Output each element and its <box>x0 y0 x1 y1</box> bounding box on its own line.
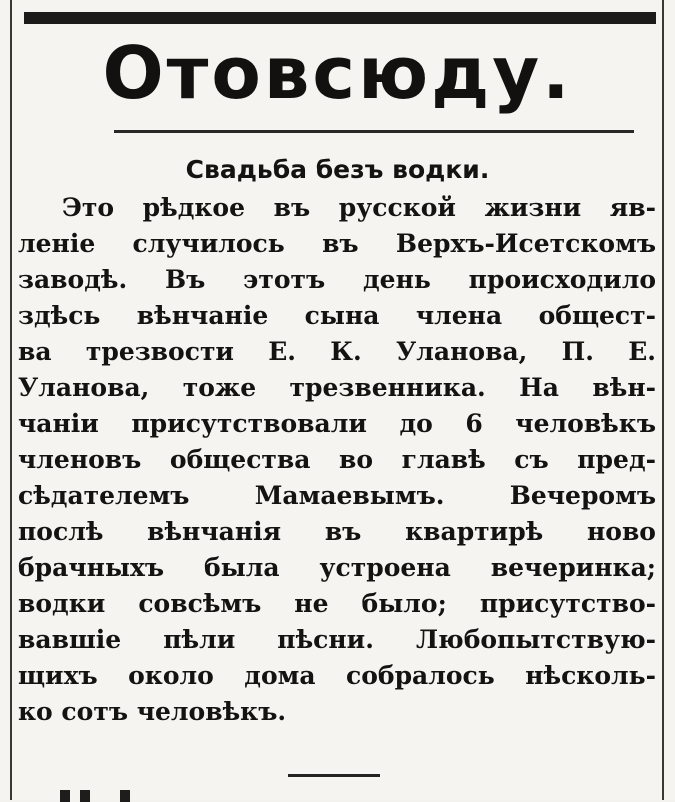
article-end-rule <box>288 774 380 777</box>
article-line: заводѣ. Въ этотъ день происходило <box>18 265 656 294</box>
article-title: Свадьба безъ водки. <box>185 155 490 184</box>
top-rule <box>24 12 656 24</box>
column-rule-left <box>10 0 12 800</box>
article-line: Это рѣдкое въ русской жизни яв- <box>62 193 656 222</box>
heading-rule <box>114 130 634 133</box>
article-line: сѣдателемъ Мамаевымъ. Вечеромъ <box>18 481 656 510</box>
article-line: Уланова, тоже трезвенника. На вѣн- <box>18 373 656 402</box>
article-line: водки совсѣмъ не было; присутство- <box>18 589 656 618</box>
article-line: леніе случилось въ Верхъ-Исетскомъ <box>18 229 656 258</box>
article-line: щихъ около дома собралось нѣсколь- <box>18 661 656 690</box>
next-article-fragment <box>60 786 260 800</box>
section-heading: Отовсюду. <box>102 31 573 115</box>
article-line: чаніи присутствовали до 6 человѣкъ <box>18 409 656 438</box>
article-line: здѣсь вѣнчаніе сына члена общест- <box>18 301 656 330</box>
article-line: ва трезвости Е. К. Уланова, П. Е. <box>18 337 656 366</box>
column-rule-right <box>662 0 664 800</box>
article-line: брачныхъ была устроена вечеринка; <box>18 553 656 582</box>
article-line: членовъ общества во главѣ съ пред- <box>18 445 656 474</box>
article-line: ко сотъ человѣкъ. <box>18 697 287 726</box>
article-line: послѣ вѣнчанія въ квартирѣ ново <box>18 517 656 546</box>
article-line: вавшіе пѣли пѣсни. Любопытствую- <box>18 625 656 654</box>
